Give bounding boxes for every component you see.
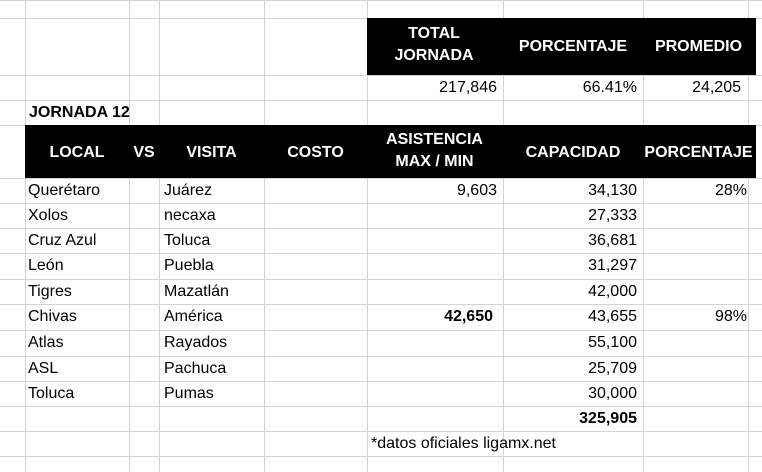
grid-line xyxy=(0,356,762,357)
cell-local[interactable]: Toluca xyxy=(28,385,75,402)
cell-capacidad[interactable]: 27,333 xyxy=(588,207,637,224)
total-capacidad[interactable]: 325,905 xyxy=(579,410,637,427)
col-header-vs: VS xyxy=(133,144,155,161)
cell-visita[interactable]: América xyxy=(164,308,223,325)
cell-capacidad[interactable]: 43,655 xyxy=(588,308,637,325)
cell-visita[interactable]: necaxa xyxy=(164,207,216,224)
cell-porcentaje[interactable]: 28% xyxy=(714,182,747,199)
grid-line xyxy=(0,456,762,457)
grid-line xyxy=(129,0,130,472)
grid-line xyxy=(0,253,762,254)
footnote[interactable]: *datos oficiales ligamx.net xyxy=(371,435,556,452)
grid-line xyxy=(0,279,762,280)
summary-header-total: TOTAL JORNADA xyxy=(394,25,474,64)
summary-header-promedio: PROMEDIO xyxy=(654,38,743,55)
summary-promedio-value[interactable]: 24,205 xyxy=(692,79,741,96)
grid-line xyxy=(159,0,160,472)
cell-capacidad[interactable]: 55,100 xyxy=(588,334,637,351)
cell-capacidad[interactable]: 25,709 xyxy=(588,360,637,377)
cell-capacidad[interactable]: 36,681 xyxy=(588,232,637,249)
cell-capacidad[interactable]: 30,000 xyxy=(588,385,637,402)
cell-local[interactable]: León xyxy=(28,257,64,274)
col-header-asistencia: ASISTENCIA MAX / MIN xyxy=(386,131,483,170)
cell-asistencia[interactable]: 42,650 xyxy=(444,308,493,325)
grid-line xyxy=(0,203,762,204)
summary-total-value[interactable]: 217,846 xyxy=(439,79,497,96)
summary-header-porcentaje: PORCENTAJE xyxy=(518,38,628,55)
cell-visita[interactable]: Toluca xyxy=(164,232,211,249)
cell-visita[interactable]: Juárez xyxy=(164,182,213,199)
cell-porcentaje[interactable]: 98% xyxy=(714,308,747,325)
grid-line xyxy=(0,330,762,331)
cell-local[interactable]: Chivas xyxy=(28,308,77,325)
col-header-visita: VISITA xyxy=(186,144,237,161)
grid-line xyxy=(264,0,265,472)
cell-capacidad[interactable]: 42,000 xyxy=(588,283,637,300)
cell-visita[interactable]: Pachuca xyxy=(164,360,227,377)
cell-asistencia[interactable]: 9,603 xyxy=(456,182,497,199)
col-header-capacidad: CAPACIDAD xyxy=(525,144,621,161)
cell-local[interactable]: Atlas xyxy=(28,334,64,351)
cell-visita[interactable]: Rayados xyxy=(164,334,228,351)
cell-capacidad[interactable]: 34,130 xyxy=(588,182,637,199)
summary-porcentaje-value[interactable]: 66.41% xyxy=(582,79,637,96)
grid-line xyxy=(0,228,762,229)
col-header-local: LOCAL xyxy=(49,144,105,161)
grid-line xyxy=(0,406,762,407)
grid-line xyxy=(0,0,762,1)
cell-visita[interactable]: Mazatlán xyxy=(164,283,229,300)
cell-visita[interactable]: Puebla xyxy=(164,257,214,274)
cell-capacidad[interactable]: 31,297 xyxy=(588,257,637,274)
cell-visita[interactable]: Pumas xyxy=(164,385,214,402)
section-title[interactable]: JORNADA 12 xyxy=(29,104,130,121)
cell-local[interactable]: ASL xyxy=(28,360,59,377)
grid-line xyxy=(25,0,26,472)
cell-local[interactable]: Xolos xyxy=(28,207,69,224)
col-header-porcentaje: PORCENTAJE xyxy=(644,144,753,161)
cell-local[interactable]: Cruz Azul xyxy=(28,232,97,249)
cell-local[interactable]: Querétaro xyxy=(28,182,101,199)
cell-local[interactable]: Tigres xyxy=(28,283,72,300)
grid-line xyxy=(0,381,762,382)
col-header-costo: COSTO xyxy=(287,144,344,161)
